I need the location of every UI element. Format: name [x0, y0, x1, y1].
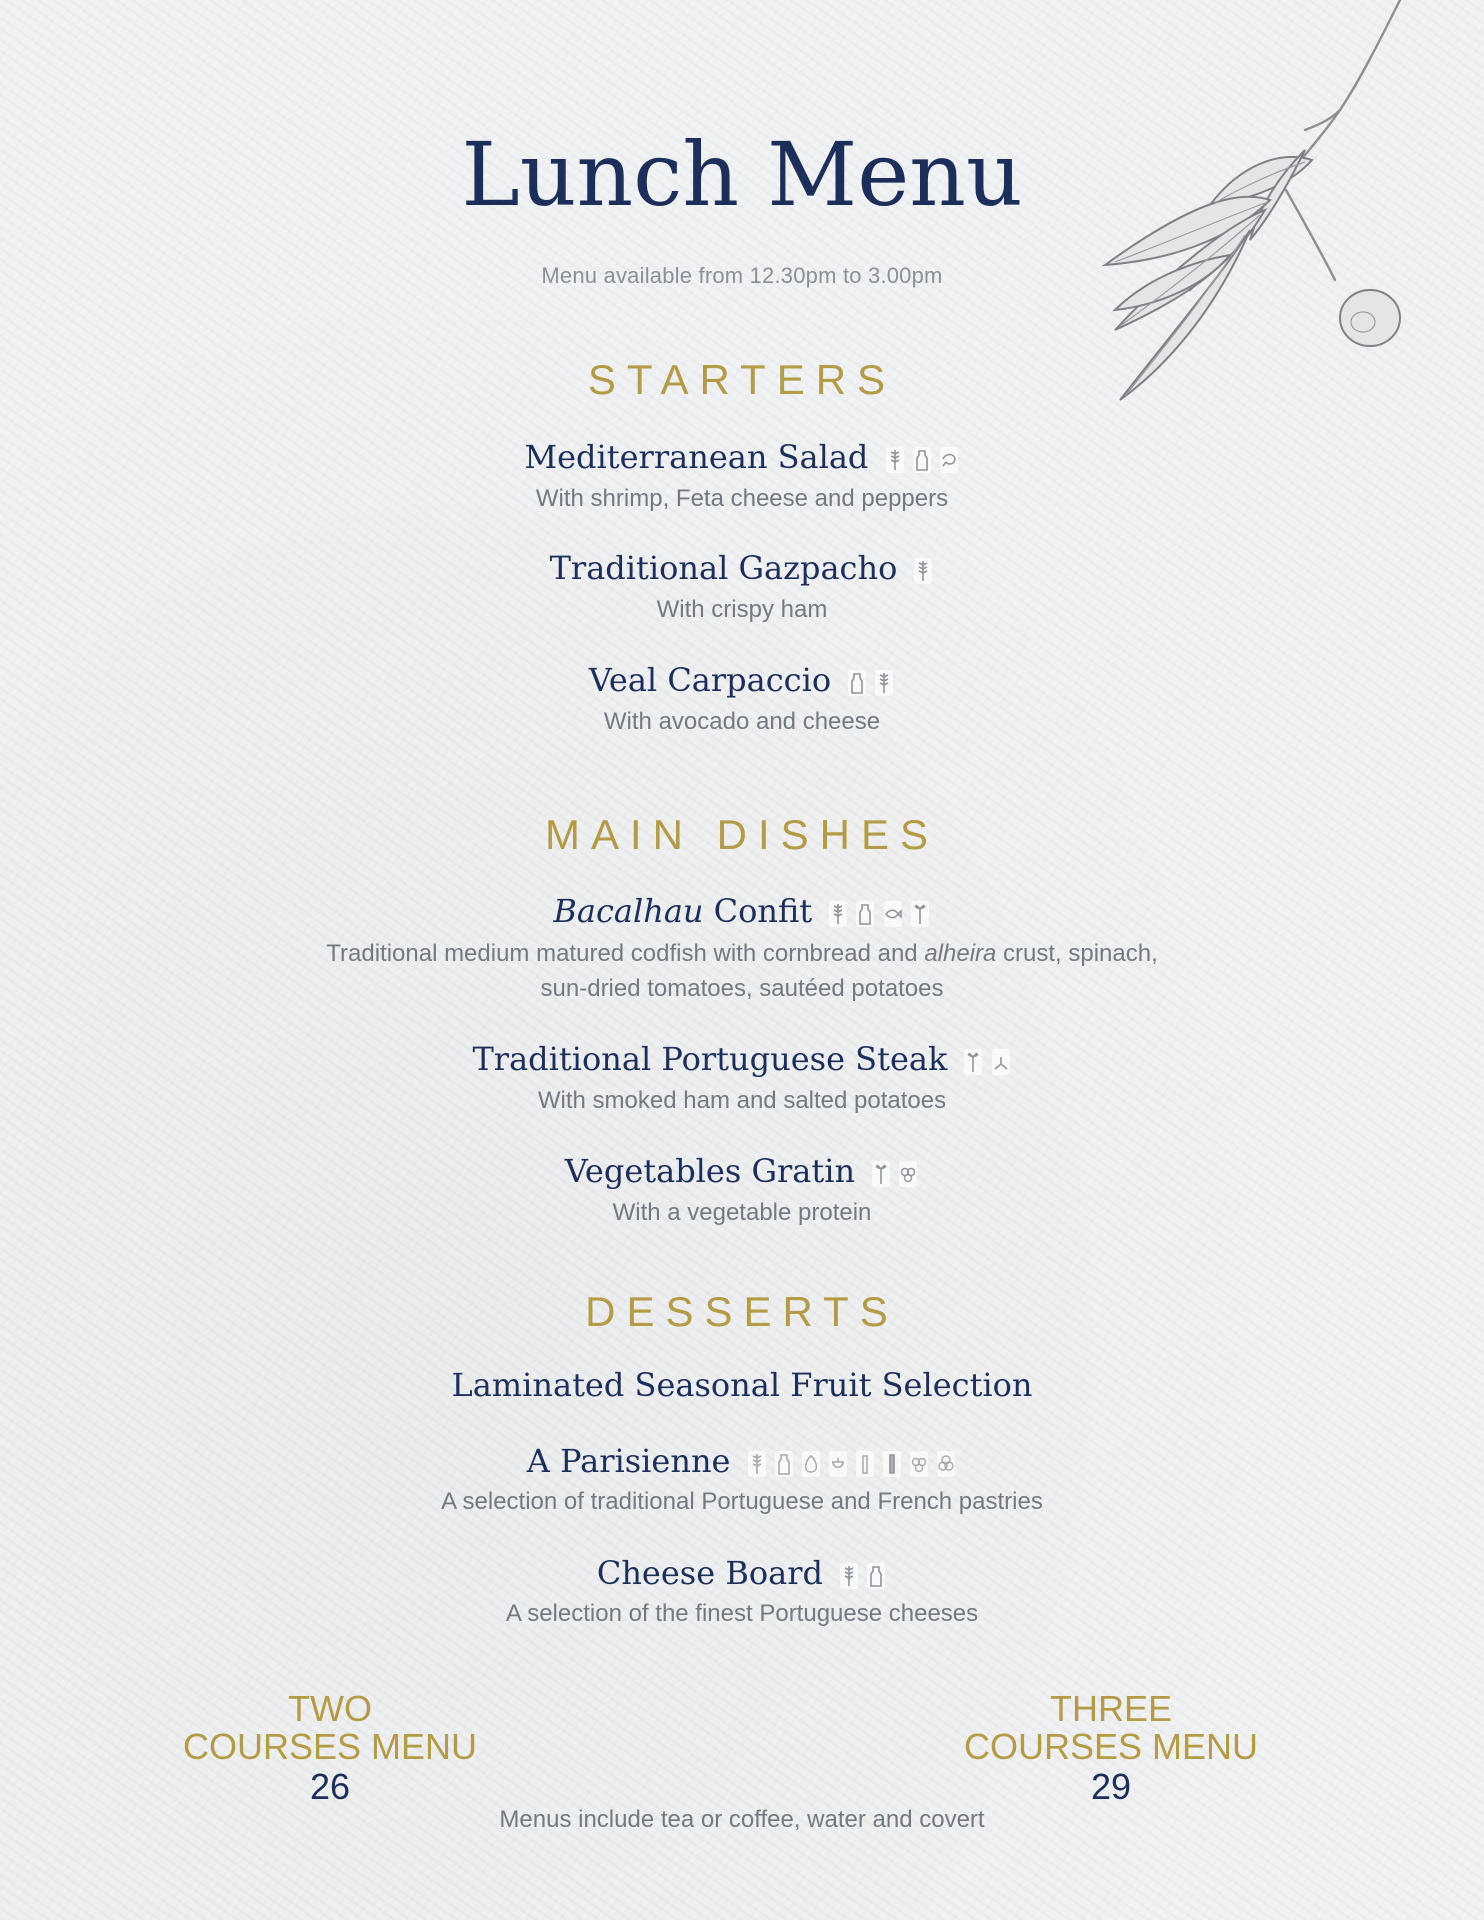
allergen-icons — [912, 558, 934, 584]
dish-description: With a vegetable protein — [612, 1199, 872, 1226]
dish-description — [0, 936, 1484, 971]
gluten-icon — [840, 1563, 858, 1589]
dish-name: Veal Carpaccio — [588, 661, 832, 699]
nuts-icon — [829, 1451, 847, 1477]
soy-icon — [899, 1161, 917, 1187]
celery-icon — [911, 901, 929, 927]
dish-name: Vegetables Gratin — [564, 1152, 856, 1190]
dish-name: Cheese Board — [596, 1554, 823, 1592]
dish-description: A selection of traditional Portuguese and French pastries — [441, 1488, 1043, 1515]
dish-laminated-fruit — [0, 1365, 1484, 1405]
celery-icon — [872, 1161, 890, 1187]
milk-icon — [856, 1451, 874, 1477]
course-price: 26 — [309, 1766, 351, 1807]
section-title-starters: STARTERS — [587, 356, 897, 403]
gluten-icon — [914, 558, 932, 584]
dish-description-line2: sun-dried tomatoes, sautéed potatoes — [540, 975, 944, 1002]
section-title-desserts: DESSERTS — [585, 1288, 899, 1335]
milk-icon — [848, 670, 866, 696]
two-courses-menu — [130, 1690, 530, 1808]
peanut-icon — [937, 1451, 955, 1477]
dish-a-parisienne — [0, 1441, 1484, 1481]
dish-traditional-portuguese-steak — [0, 1039, 1484, 1079]
gluten-icon — [886, 447, 904, 473]
dish-description-part: crust, spinach, — [996, 940, 1158, 967]
course-label-line2: COURSES MENU — [182, 1726, 478, 1767]
dish-name-italic: Bacalhau — [553, 892, 704, 930]
gluten-icon — [875, 670, 893, 696]
allergen-icons — [838, 1563, 887, 1589]
dish-veal-carpaccio — [0, 660, 1484, 700]
allergen-icons — [884, 447, 960, 473]
dish-name: A Parisienne — [526, 1442, 731, 1480]
dish-bacalhau-confit — [0, 891, 1484, 931]
dish-name: Traditional Portuguese Steak — [472, 1040, 948, 1078]
fish-icon — [884, 901, 902, 927]
milk-icon — [775, 1451, 793, 1477]
dish-name: Mediterranean Salad — [524, 438, 869, 476]
dish-name-rest: Confit — [703, 892, 813, 930]
dish-name: Traditional Gazpacho — [549, 549, 898, 587]
three-courses-menu — [911, 1690, 1311, 1808]
gluten-icon — [829, 901, 847, 927]
crustacean-icon — [940, 447, 958, 473]
dish-description: With avocado and cheese — [603, 708, 881, 735]
course-label-line1: THREE — [1049, 1688, 1172, 1729]
soy-icon — [910, 1451, 928, 1477]
milk-icon — [856, 901, 874, 927]
course-label-line2: COURSES MENU — [963, 1726, 1259, 1767]
dish-description: With smoked ham and salted potatoes — [537, 1087, 947, 1114]
dish-description-part: Traditional medium matured codfish with cornbread and — [326, 940, 925, 967]
dish-description: With crispy ham — [656, 596, 828, 623]
dish-name: Laminated Seasonal Fruit Selection — [451, 1366, 1033, 1404]
allergen-icons — [962, 1049, 1011, 1075]
dish-mediterranean-salad — [0, 437, 1484, 477]
sulphites-icon — [992, 1049, 1010, 1075]
mustard-icon — [883, 1451, 901, 1477]
dish-description: A selection of the finest Portuguese cheeses — [505, 1600, 979, 1627]
dish-traditional-gazpacho — [0, 548, 1484, 588]
milk-icon — [867, 1563, 885, 1589]
allergen-icons — [746, 1451, 958, 1477]
milk-icon — [913, 447, 931, 473]
allergen-icons — [870, 1161, 919, 1187]
dish-cheese-board — [0, 1553, 1484, 1593]
section-title-main-dishes: MAIN DISHES — [544, 811, 940, 858]
menu-availability: Menu available from 12.30pm to 3.00pm — [541, 263, 943, 288]
course-price: 29 — [1090, 1766, 1132, 1807]
course-label-line1: TWO — [288, 1688, 372, 1729]
footer-note: Menus include tea or coffee, water and covert — [499, 1806, 985, 1833]
dish-vegetables-gratin — [0, 1151, 1484, 1191]
dish-description-italic: alheira — [924, 940, 997, 967]
gluten-icon — [748, 1451, 766, 1477]
celery-icon — [964, 1049, 982, 1075]
egg-icon — [802, 1451, 820, 1477]
dish-name — [553, 892, 812, 930]
dish-description: With shrimp, Feta cheese and peppers — [535, 485, 949, 512]
allergen-icons — [827, 901, 930, 927]
menu-title: Lunch Menu — [461, 123, 1023, 226]
allergen-icons — [846, 670, 895, 696]
